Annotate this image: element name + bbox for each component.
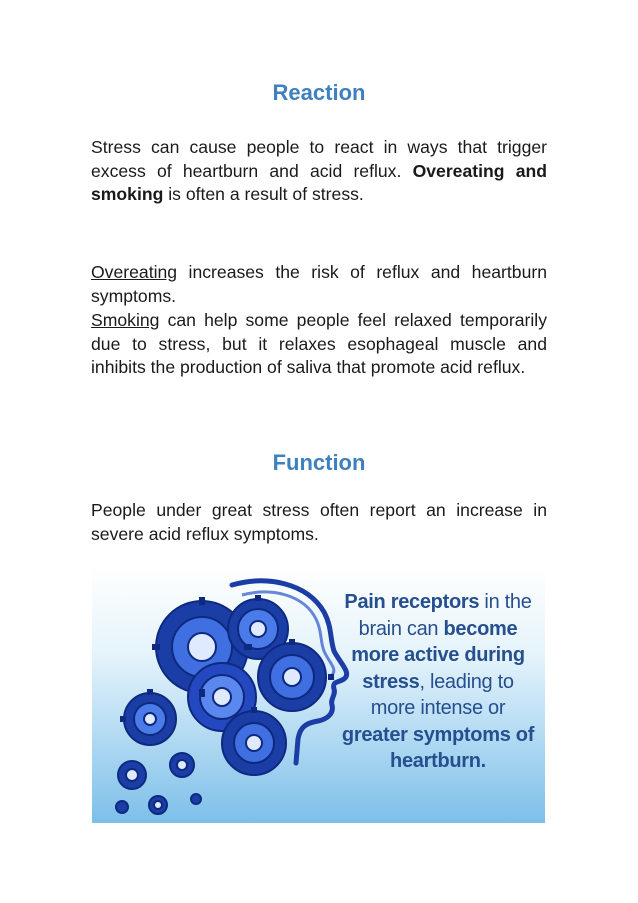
reaction-text-a: Stress can cause people to react in ways that trigger excess of heartburn and acid reflux.: [91, 137, 547, 181]
reaction-text-b: is often a result of stress.: [163, 184, 364, 204]
function-paragraph: People under great stress often report an increase in severe acid reflux symptoms.: [91, 500, 547, 544]
function-heading: Function: [272, 450, 366, 475]
caption-line-5: more intense or: [370, 697, 506, 719]
gear-bottom-icon: [222, 711, 286, 775]
overeating-text: increases the risk of reflux and heartburn symptoms.: [91, 262, 547, 306]
reaction-bold-text: Overeating and smoking: [91, 160, 547, 204]
caption-line-7: heartburn.: [390, 750, 486, 772]
smoking-link[interactable]: Smoking: [91, 310, 160, 330]
gear-middle-icon: [258, 643, 326, 711]
caption-line-1: Pain receptors in the: [344, 591, 532, 613]
caption-line-3: more active during: [351, 644, 525, 666]
smoking-text: can help some people feel relaxed temporarily due to stress, but it relaxes esophageal muscle and inhibits the production of saliva that promote acid reflux.: [91, 310, 547, 377]
caption-line-4: stress, leading to: [362, 670, 514, 693]
smoking-paragraph: [91, 309, 547, 380]
gear-left-icon: [124, 693, 176, 745]
caption-line-6: greater symptoms of: [341, 723, 535, 746]
overeating-paragraph: [91, 261, 547, 308]
figure-caption: [338, 589, 538, 775]
stress-heartburn-illustration: [92, 567, 545, 823]
reaction-heading: Reaction: [272, 80, 366, 105]
reaction-paragraph-1: [91, 136, 547, 207]
overeating-link[interactable]: Overeating: [91, 262, 178, 282]
caption-line-2: brain can become: [358, 617, 518, 640]
